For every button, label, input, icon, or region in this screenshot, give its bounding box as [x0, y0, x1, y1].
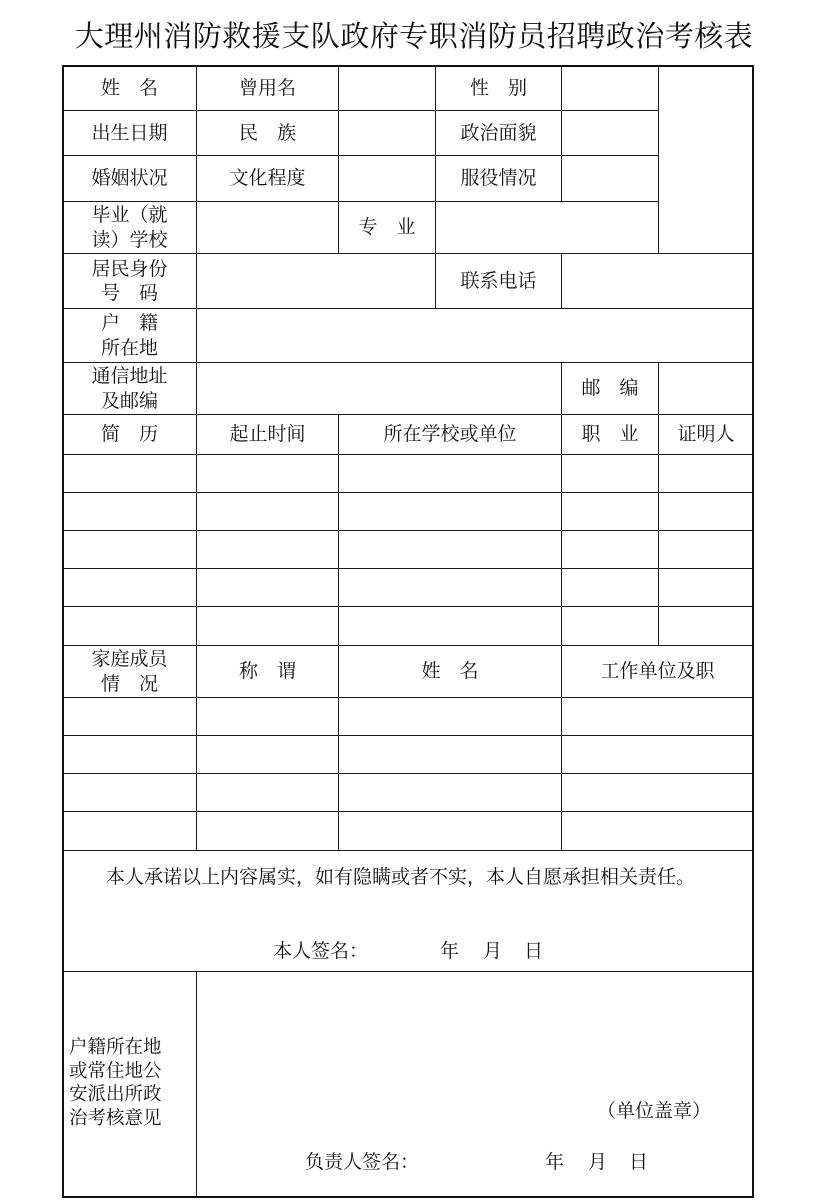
military-service-field[interactable]	[561, 155, 659, 202]
military-service-label: 服役情况	[435, 155, 562, 202]
resume-cell[interactable]	[196, 606, 339, 646]
family-cell[interactable]	[338, 811, 562, 851]
resume-cell[interactable]	[196, 492, 339, 531]
postcode-label: 邮 编	[561, 362, 659, 415]
resume-label: 简 历	[62, 414, 197, 455]
household-field[interactable]	[196, 308, 754, 363]
resume-cell[interactable]	[62, 530, 197, 569]
police-opinion-label: 户籍所在地 或常住地公 安派出所政 治考核意见	[62, 971, 197, 1198]
pledge-month-label: 月	[483, 940, 503, 962]
birth-date-label: 出生日期	[62, 110, 197, 156]
major-label: 专 业	[338, 201, 436, 254]
resume-cell[interactable]	[338, 606, 562, 646]
resume-cell[interactable]	[338, 454, 562, 493]
address-label: 通信地址 及邮编	[62, 362, 197, 415]
family-cell[interactable]	[62, 773, 197, 812]
resume-header-witness: 证明人	[658, 414, 754, 455]
political-status-field[interactable]	[561, 110, 659, 156]
school-field[interactable]	[196, 201, 339, 254]
address-field[interactable]	[196, 362, 562, 415]
name-label: 姓 名	[62, 65, 197, 111]
seal-label: （单位盖章）	[597, 1100, 712, 1122]
family-cell[interactable]	[196, 735, 339, 774]
resume-cell[interactable]	[196, 568, 339, 607]
resume-cell[interactable]	[338, 530, 562, 569]
pledge-year-label: 年	[440, 940, 460, 962]
resume-cell[interactable]	[561, 454, 659, 493]
pledge-signature-label: 本人签名：	[273, 940, 369, 962]
resume-cell[interactable]	[658, 492, 754, 531]
police-opinion-field[interactable]	[196, 971, 754, 1198]
family-cell[interactable]	[338, 773, 562, 812]
political-status-label: 政治面貌	[435, 110, 562, 156]
resume-cell[interactable]	[338, 568, 562, 607]
phone-label: 联系电话	[435, 253, 562, 309]
photo-box[interactable]	[658, 65, 754, 254]
household-label: 户 籍 所在地	[62, 308, 197, 363]
marital-status-label: 婚姻状况	[62, 155, 197, 202]
resume-cell[interactable]	[561, 568, 659, 607]
family-header-work: 工作单位及职	[561, 645, 754, 698]
resume-cell[interactable]	[62, 492, 197, 531]
ethnicity-label: 民 族	[196, 110, 339, 156]
phone-field[interactable]	[561, 253, 754, 309]
form-title: 大理州消防救援支队政府专职消防员招聘政治考核表	[74, 19, 754, 53]
resume-cell[interactable]	[658, 454, 754, 493]
resume-cell[interactable]	[62, 568, 197, 607]
family-cell[interactable]	[62, 697, 197, 736]
gender-label: 性 别	[435, 65, 562, 111]
officer-year-label: 年	[545, 1151, 565, 1173]
pledge-statement: 本人承诺以上内容属实，如有隐瞒或者不实，本人自愿承担相关责任。	[106, 866, 696, 888]
family-cell[interactable]	[561, 811, 754, 851]
family-header-name: 姓 名	[338, 645, 562, 698]
resume-cell[interactable]	[561, 492, 659, 531]
former-name-field[interactable]	[338, 65, 436, 111]
officer-day-label: 日	[629, 1151, 649, 1173]
family-cell[interactable]	[196, 811, 339, 851]
former-name-label: 曾用名	[196, 65, 339, 111]
family-header-relation: 称 谓	[196, 645, 339, 698]
major-field[interactable]	[435, 201, 659, 254]
resume-cell[interactable]	[338, 492, 562, 531]
pledge-day-label: 日	[524, 940, 544, 962]
resume-header-school: 所在学校或单位	[338, 414, 562, 455]
education-field[interactable]	[338, 155, 436, 202]
officer-month-label: 月	[588, 1151, 608, 1173]
id-number-label: 居民身份 号 码	[62, 253, 197, 309]
resume-cell[interactable]	[62, 606, 197, 646]
resume-cell[interactable]	[658, 568, 754, 607]
family-cell[interactable]	[196, 773, 339, 812]
gender-field[interactable]	[561, 65, 659, 111]
postcode-field[interactable]	[658, 362, 754, 415]
resume-cell[interactable]	[196, 530, 339, 569]
family-label: 家庭成员 情 况	[62, 645, 197, 698]
id-number-field[interactable]	[196, 253, 436, 309]
family-cell[interactable]	[338, 697, 562, 736]
resume-header-occupation: 职 业	[561, 414, 659, 455]
school-label: 毕业（就 读）学校	[62, 201, 197, 254]
education-label: 文化程度	[196, 155, 339, 202]
resume-cell[interactable]	[561, 530, 659, 569]
ethnicity-field[interactable]	[338, 110, 436, 156]
resume-cell[interactable]	[561, 606, 659, 646]
family-cell[interactable]	[561, 697, 754, 736]
officer-signature-label: 负责人签名：	[305, 1151, 420, 1173]
resume-cell[interactable]	[196, 454, 339, 493]
family-cell[interactable]	[561, 773, 754, 812]
resume-cell[interactable]	[62, 454, 197, 493]
resume-header-period: 起止时间	[196, 414, 339, 455]
resume-cell[interactable]	[658, 530, 754, 569]
family-cell[interactable]	[561, 735, 754, 774]
resume-cell[interactable]	[658, 606, 754, 646]
family-cell[interactable]	[62, 735, 197, 774]
family-cell[interactable]	[338, 735, 562, 774]
family-cell[interactable]	[62, 811, 197, 851]
family-cell[interactable]	[196, 697, 339, 736]
